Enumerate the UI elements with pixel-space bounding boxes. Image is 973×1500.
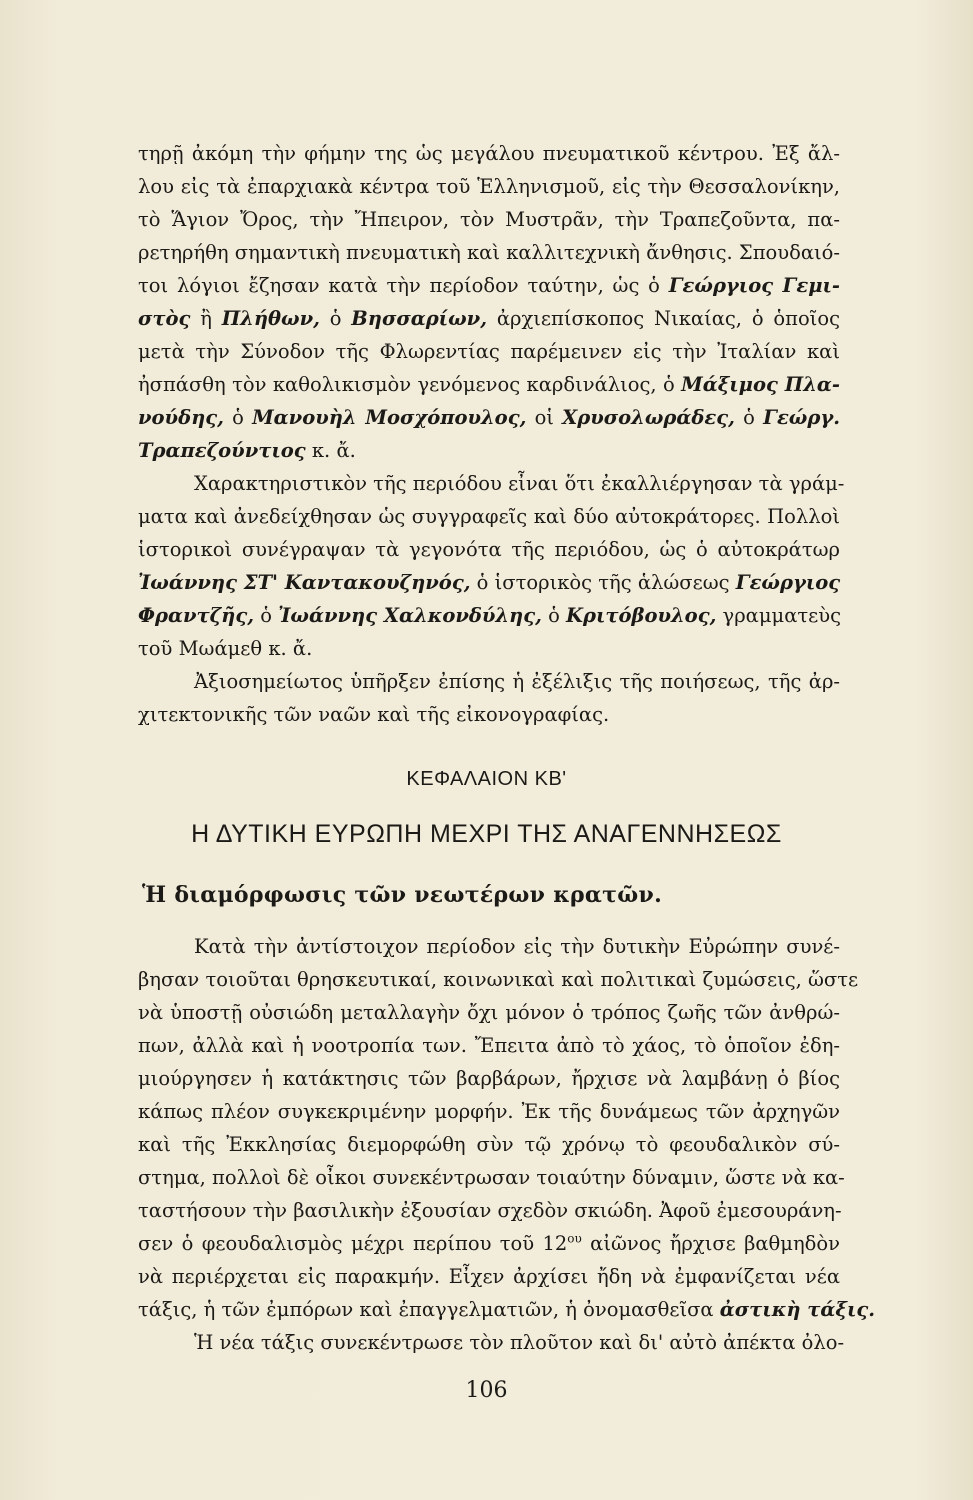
text-line: τὸ Ἅγιον Ὄρος, τὴν Ἤπειρον, τὸν Μυστρᾶν, τὴν Τραπεζοῦντα, πα- — [138, 208, 840, 231]
name-planoudes-end: νούδης, — [138, 406, 224, 429]
text-line: πων, ἀλλὰ καὶ ἡ νοοτροπία των. Ἔπειτα ἀπὸ τὸ χάος, τὸ ὁποῖον ἐδη- — [138, 1034, 840, 1057]
text-line: νὰ ὑποστῇ οὐσιώδη μεταλλαγὴν ὄχι μόνον ὁ τρόπος ζωῆς τῶν ἀνθρώ- — [138, 1001, 840, 1024]
name-chrysoloras: Χρυσολωράδες, — [562, 406, 735, 429]
page-number: 106 — [465, 1378, 508, 1403]
name-georg: Γεώργ. — [763, 406, 840, 429]
name-plethon: Πλήθων, — [221, 307, 320, 330]
text-line: κάπως πλέον συγκεκριμένην μορφήν. Ἐκ τῆς δυνάμεως τῶν ἀρχηγῶν — [138, 1100, 840, 1123]
text-line: βησαν τοιοῦται θρησκευτικαί, κοινωνικαὶ καὶ πολιτικαὶ ζυμώσεις, ὥστε — [138, 968, 859, 991]
section-heading: Ἡ διαμόρφωσις τῶν νεωτέρων κρατῶν. — [142, 882, 663, 908]
text-run: σεν ὁ φεουδαλισμὸς μέχρι περίπου τοῦ 12 — [138, 1232, 568, 1255]
text-line — [138, 302, 840, 335]
text-run: οἱ — [526, 406, 563, 429]
text-line: μιούργησεν ἡ κατάκτησις τῶν βαρβάρων, ἤρχισε νὰ λαμβάνῃ ὁ βίος — [138, 1067, 840, 1090]
text-run: ἀρχιεπίσκοπος Νικαίας, ὁ ὁποῖος — [487, 307, 840, 330]
text-line: νὰ περιέρχεται εἰς παρακμήν. Εἶχεν ἀρχίσει ἤδη νὰ ἐμφανίζεται νέα — [138, 1265, 840, 1288]
text-line: ἱστορικοὶ συνέγραψαν τὰ γεγονότα τῆς περιόδου, ὡς ὁ αὐτοκράτωρ — [138, 538, 840, 561]
name-kantakouzenos: Ἰωάννης ΣΤ' Καντακουζηνός, — [138, 571, 471, 594]
name-planoudes: Μάξιμος Πλα- — [681, 373, 841, 396]
text-line — [138, 1293, 876, 1326]
text-run: ἠσπάσθη τὸν καθολικισμὸν γενόμενος καρδινάλιος, ὁ — [138, 373, 675, 396]
text-line: μετὰ τὴν Σύνοδον τῆς Φλωρεντίας παρέμεινεν εἰς τὴν Ἰταλίαν καὶ — [138, 340, 840, 363]
text-line: Ἡ νέα τάξις συνεκέντρωσε τὸν πλοῦτον καὶ δι' αὐτὸ ἀπέκτα ὀλο- — [194, 1331, 845, 1354]
name-chalkondyles: Ἰωάννης Χαλκονδύλης, — [278, 604, 542, 627]
text-run: αἰῶνος ἤρχισε βαθμηδὸν — [581, 1232, 840, 1255]
lower-text-block — [138, 930, 876, 1359]
text-line: ρετηρήθη σημαντικὴ πνευματικὴ καὶ καλλιτεχνικὴ ἄνθησις. Σπουδαιό- — [138, 241, 840, 264]
text-line: Ἀξιοσημείωτος ὑπῆρξεν ἐπίσης ἡ ἐξέλιξις τῆς ποιήσεως, τῆς ἀρ- — [194, 670, 840, 693]
term-astiki-taxis: ἀστικὴ τάξις. — [719, 1298, 876, 1321]
text-run: ὁ — [223, 406, 253, 429]
name-georgios: Γεώργιος — [735, 571, 841, 594]
text-line: λου εἰς τὰ ἐπαρχιακὰ κέντρα τοῦ Ἑλληνισμοῦ, εἰς τὴν Θεσσαλονίκην, — [138, 175, 840, 198]
text-run: γραμματεὺς — [716, 604, 842, 627]
text-run: ὁ — [541, 604, 567, 627]
chapter-title: Η ΔΥΤΙΚΗ ΕΥΡΩΠΗ ΜΕΧΡΙ ΤΗΣ ΑΝΑΓΕΝΝΗΣΕΩΣ — [191, 820, 782, 848]
text-line — [138, 599, 840, 632]
text-line — [138, 401, 840, 434]
text-run: ὁ ἱστορικὸς τῆς ἁλώσεως — [470, 571, 736, 594]
upper-text-block — [138, 137, 845, 731]
name-trapezountios: Τραπεζούντιος — [138, 439, 306, 462]
text-run: τάξις, ἡ τῶν ἐμπόρων καὶ ἐπαγγελματιῶν, ἡ ὀνομασθεῖσα — [138, 1298, 720, 1321]
text-line — [138, 1227, 840, 1260]
ordinal-superscript: ου — [567, 1231, 582, 1246]
text-run: ὁ — [254, 604, 279, 627]
name-gemistos: Γεώργιος Γεμι- — [668, 274, 840, 297]
text-run: ὁ — [319, 307, 352, 330]
text-run: κ. ἄ. — [305, 439, 356, 462]
text-line: καὶ τῆς Ἐκκλησίας διεμορφώθη σὺν τῷ χρόνῳ τὸ φεουδαλικὸν σύ- — [138, 1133, 840, 1156]
text-line: ταστήσουν τὴν βασιλικὴν ἐξουσίαν σχεδὸν σκιώδη. Ἀφοῦ ἐμεσουράνη- — [138, 1199, 842, 1222]
chapter-label: ΚΕΦΑΛΑΙΟΝ ΚΒ' — [406, 768, 567, 790]
name-bessarion: Βησσαρίων, — [351, 307, 487, 330]
name-frantzes: Φραντζῆς, — [138, 604, 255, 627]
name-moschopoulos: Μανουὴλ Μοσχόπουλος, — [252, 406, 527, 429]
text-line: Κατὰ τὴν ἀντίστοιχον περίοδον εἰς τὴν δυτικὴν Εὐρώπην συνέ- — [194, 935, 840, 958]
text-line: ματα καὶ ἀνεδείχθησαν ὡς συγγραφεῖς καὶ δύο αὐτοκράτορες. Πολλοὶ — [138, 505, 840, 528]
text-line — [138, 269, 840, 302]
text-run: τοι λόγιοι ἔζησαν κατὰ τὴν περίοδον ταύτην, ὡς ὁ — [138, 274, 660, 297]
text-line: στημα, πολλοὶ δὲ οἶκοι συνεκέντρωσαν τοιαύτην δύναμιν, ὥστε νὰ κα- — [138, 1166, 845, 1189]
text-line: Χαρακτηριστικὸν τῆς περιόδου εἶναι ὅτι ἐκαλλιέργησαν τὰ γράμ- — [194, 472, 845, 495]
text-run: ἢ — [190, 307, 222, 330]
text-line — [138, 368, 840, 401]
text-line: τοῦ Μωάμεθ κ. ἄ. — [138, 637, 313, 660]
text-line — [138, 434, 840, 467]
text-line: χιτεκτονικῆς τῶν ναῶν καὶ τῆς εἰκονογραφίας. — [138, 703, 610, 726]
text-line — [138, 566, 840, 599]
text-run: ὁ — [734, 406, 764, 429]
name-kritoboulos: Κριτόβουλος, — [566, 604, 717, 627]
name-gemistos-end: στὸς — [138, 307, 191, 330]
text-line: τηρῇ ἀκόμη τὴν φήμην της ὡς μεγάλου πνευματικοῦ κέντρου. Ἐξ ἄλ- — [138, 142, 840, 165]
